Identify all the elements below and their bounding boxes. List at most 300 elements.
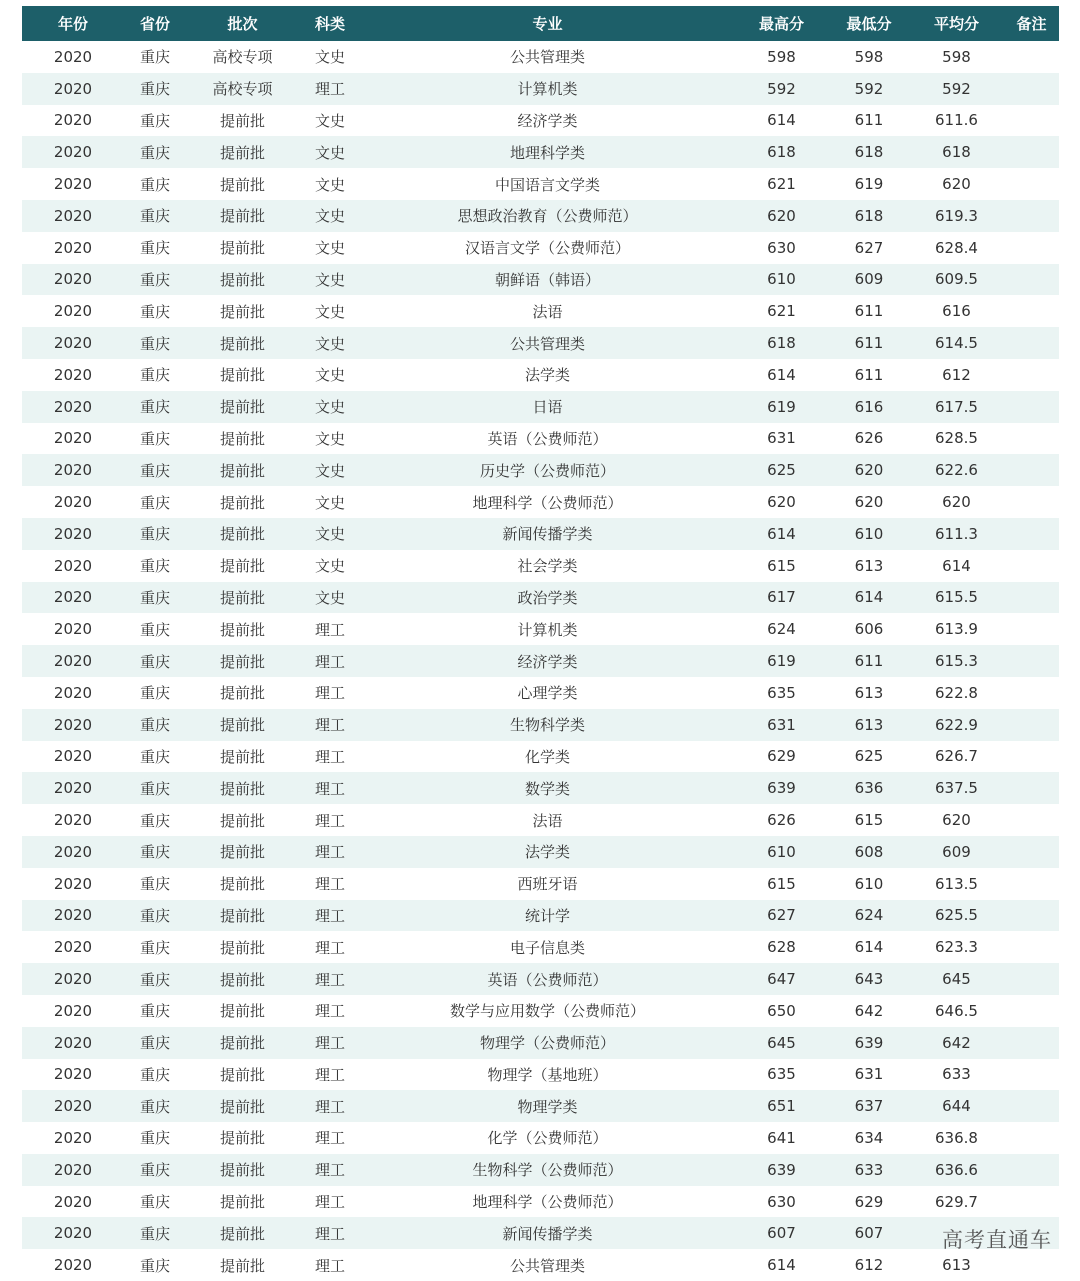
min-score-cell: 625 (829, 741, 909, 773)
year-cell: 2020 (22, 1249, 124, 1281)
category-cell: 理工 (299, 963, 361, 995)
major-cell: 计算机类 (361, 73, 734, 105)
batch-cell: 提前批 (186, 359, 299, 391)
category-cell: 理工 (299, 741, 361, 773)
avg-score-cell: 598 (909, 41, 1004, 73)
batch-cell: 提前批 (186, 1217, 299, 1249)
header-year: 年份 (22, 6, 124, 41)
min-score-cell: 614 (829, 582, 909, 614)
min-score-cell: 618 (829, 200, 909, 232)
province-cell: 重庆 (124, 804, 186, 836)
table-row (22, 105, 1059, 137)
max-score-cell: 598 (734, 41, 829, 73)
avg-score-cell: 629.7 (909, 1186, 1004, 1218)
province-cell: 重庆 (124, 1059, 186, 1091)
category-cell: 文史 (299, 264, 361, 296)
header-notes: 备注 (1004, 6, 1059, 41)
min-score-cell: 611 (829, 645, 909, 677)
table-row (22, 963, 1059, 995)
major-cell: 公共管理类 (361, 41, 734, 73)
batch-cell: 提前批 (186, 1249, 299, 1281)
avg-score-cell: 614.5 (909, 327, 1004, 359)
notes-cell (1004, 327, 1059, 359)
min-score-cell: 615 (829, 804, 909, 836)
header-major: 专业 (361, 6, 734, 41)
min-score-cell: 619 (829, 168, 909, 200)
category-cell: 理工 (299, 73, 361, 105)
major-cell: 计算机类 (361, 613, 734, 645)
province-cell: 重庆 (124, 613, 186, 645)
batch-cell: 提前批 (186, 868, 299, 900)
province-cell: 重庆 (124, 486, 186, 518)
year-cell: 2020 (22, 264, 124, 296)
province-cell: 重庆 (124, 772, 186, 804)
province-cell: 重庆 (124, 1217, 186, 1249)
min-score-cell: 642 (829, 995, 909, 1027)
min-score-cell: 608 (829, 836, 909, 868)
category-cell: 文史 (299, 327, 361, 359)
max-score-cell: 651 (734, 1090, 829, 1122)
avg-score-cell: 618 (909, 136, 1004, 168)
max-score-cell: 630 (734, 232, 829, 264)
min-score-cell: 606 (829, 613, 909, 645)
avg-score-cell: 622.6 (909, 454, 1004, 486)
min-score-cell: 611 (829, 327, 909, 359)
category-cell: 文史 (299, 232, 361, 264)
table-row (22, 550, 1059, 582)
max-score-cell: 618 (734, 327, 829, 359)
year-cell: 2020 (22, 613, 124, 645)
table-row (22, 677, 1059, 709)
major-cell: 物理学（公费师范） (361, 1027, 734, 1059)
province-cell: 重庆 (124, 41, 186, 73)
notes-cell (1004, 582, 1059, 614)
table-row (22, 359, 1059, 391)
major-cell: 历史学（公费师范） (361, 454, 734, 486)
batch-cell: 提前批 (186, 582, 299, 614)
notes-cell (1004, 1122, 1059, 1154)
year-cell: 2020 (22, 1186, 124, 1218)
major-cell: 英语（公费师范） (361, 423, 734, 455)
batch-cell: 提前批 (186, 1059, 299, 1091)
major-cell: 新闻传播学类 (361, 518, 734, 550)
category-cell: 文史 (299, 41, 361, 73)
table-row (22, 73, 1059, 105)
min-score-cell: 634 (829, 1122, 909, 1154)
max-score-cell: 635 (734, 1059, 829, 1091)
batch-cell: 提前批 (186, 423, 299, 455)
province-cell: 重庆 (124, 136, 186, 168)
min-score-cell: 636 (829, 772, 909, 804)
year-cell: 2020 (22, 359, 124, 391)
avg-score-cell: 615.3 (909, 645, 1004, 677)
year-cell: 2020 (22, 677, 124, 709)
notes-cell (1004, 518, 1059, 550)
avg-score-cell: 620 (909, 486, 1004, 518)
notes-cell (1004, 772, 1059, 804)
year-cell: 2020 (22, 1217, 124, 1249)
year-cell: 2020 (22, 550, 124, 582)
min-score-cell: 610 (829, 868, 909, 900)
province-cell: 重庆 (124, 900, 186, 932)
batch-cell: 提前批 (186, 550, 299, 582)
province-cell: 重庆 (124, 1122, 186, 1154)
min-score-cell: 613 (829, 550, 909, 582)
table-row (22, 1249, 1059, 1281)
max-score-cell: 592 (734, 73, 829, 105)
avg-score-cell: 619.3 (909, 200, 1004, 232)
avg-score-cell: 622.8 (909, 677, 1004, 709)
major-cell: 社会学类 (361, 550, 734, 582)
max-score-cell: 618 (734, 136, 829, 168)
year-cell: 2020 (22, 645, 124, 677)
avg-score-cell: 615.5 (909, 582, 1004, 614)
min-score-cell: 631 (829, 1059, 909, 1091)
batch-cell: 提前批 (186, 995, 299, 1027)
max-score-cell: 631 (734, 423, 829, 455)
year-cell: 2020 (22, 1059, 124, 1091)
year-cell: 2020 (22, 518, 124, 550)
major-cell: 法学类 (361, 836, 734, 868)
min-score-cell: 611 (829, 359, 909, 391)
min-score-cell: 614 (829, 931, 909, 963)
major-cell: 地理科学（公费师范） (361, 1186, 734, 1218)
avg-score-cell: 620 (909, 804, 1004, 836)
notes-cell (1004, 200, 1059, 232)
header-category: 科类 (299, 6, 361, 41)
max-score-cell: 615 (734, 550, 829, 582)
year-cell: 2020 (22, 454, 124, 486)
table-row (22, 295, 1059, 327)
province-cell: 重庆 (124, 454, 186, 486)
category-cell: 理工 (299, 1186, 361, 1218)
notes-cell (1004, 900, 1059, 932)
max-score-cell: 620 (734, 200, 829, 232)
min-score-cell: 610 (829, 518, 909, 550)
major-cell: 数学与应用数学（公费师范） (361, 995, 734, 1027)
major-cell: 物理学类 (361, 1090, 734, 1122)
year-cell: 2020 (22, 582, 124, 614)
major-cell: 法语 (361, 295, 734, 327)
major-cell: 汉语言文学（公费师范） (361, 232, 734, 264)
max-score-cell: 630 (734, 1186, 829, 1218)
year-cell: 2020 (22, 200, 124, 232)
table-row (22, 613, 1059, 645)
avg-score-cell: 611.3 (909, 518, 1004, 550)
province-cell: 重庆 (124, 963, 186, 995)
major-cell: 公共管理类 (361, 327, 734, 359)
avg-score-cell: 642 (909, 1027, 1004, 1059)
notes-cell (1004, 136, 1059, 168)
max-score-cell: 628 (734, 931, 829, 963)
notes-cell (1004, 1186, 1059, 1218)
batch-cell: 提前批 (186, 327, 299, 359)
min-score-cell: 592 (829, 73, 909, 105)
major-cell: 中国语言文学类 (361, 168, 734, 200)
avg-score-cell: 646.5 (909, 995, 1004, 1027)
province-cell: 重庆 (124, 550, 186, 582)
category-cell: 理工 (299, 1122, 361, 1154)
major-cell: 生物科学类 (361, 709, 734, 741)
batch-cell: 提前批 (186, 105, 299, 137)
notes-cell (1004, 295, 1059, 327)
batch-cell: 提前批 (186, 391, 299, 423)
major-cell: 经济学类 (361, 645, 734, 677)
min-score-cell: 612 (829, 1249, 909, 1281)
province-cell: 重庆 (124, 868, 186, 900)
province-cell: 重庆 (124, 168, 186, 200)
batch-cell: 提前批 (186, 1186, 299, 1218)
table-row (22, 1217, 1059, 1249)
year-cell: 2020 (22, 836, 124, 868)
table-row (22, 709, 1059, 741)
notes-cell (1004, 1154, 1059, 1186)
category-cell: 理工 (299, 900, 361, 932)
table-row (22, 136, 1059, 168)
year-cell: 2020 (22, 963, 124, 995)
max-score-cell: 614 (734, 359, 829, 391)
table-row (22, 264, 1059, 296)
category-cell: 文史 (299, 168, 361, 200)
notes-cell (1004, 1027, 1059, 1059)
min-score-cell: 611 (829, 295, 909, 327)
max-score-cell: 610 (734, 836, 829, 868)
max-score-cell: 607 (734, 1217, 829, 1249)
min-score-cell: 624 (829, 900, 909, 932)
min-score-cell: 643 (829, 963, 909, 995)
table-row (22, 931, 1059, 963)
min-score-cell: 620 (829, 486, 909, 518)
avg-score-cell: 622.9 (909, 709, 1004, 741)
table-row (22, 645, 1059, 677)
province-cell: 重庆 (124, 931, 186, 963)
batch-cell: 高校专项 (186, 73, 299, 105)
min-score-cell: 607 (829, 1217, 909, 1249)
category-cell: 文史 (299, 486, 361, 518)
avg-score-cell: 636.6 (909, 1154, 1004, 1186)
max-score-cell: 614 (734, 105, 829, 137)
year-cell: 2020 (22, 741, 124, 773)
year-cell: 2020 (22, 168, 124, 200)
province-cell: 重庆 (124, 1090, 186, 1122)
min-score-cell: 611 (829, 105, 909, 137)
avg-score-cell: 628.5 (909, 423, 1004, 455)
batch-cell: 提前批 (186, 836, 299, 868)
batch-cell: 提前批 (186, 741, 299, 773)
avg-score-cell: 609 (909, 836, 1004, 868)
table-row (22, 168, 1059, 200)
batch-cell: 提前批 (186, 1154, 299, 1186)
max-score-cell: 650 (734, 995, 829, 1027)
notes-cell (1004, 677, 1059, 709)
batch-cell: 提前批 (186, 772, 299, 804)
notes-cell (1004, 168, 1059, 200)
avg-score-cell: 616 (909, 295, 1004, 327)
batch-cell: 高校专项 (186, 41, 299, 73)
min-score-cell: 637 (829, 1090, 909, 1122)
province-cell: 重庆 (124, 645, 186, 677)
major-cell: 统计学 (361, 900, 734, 932)
major-cell: 法语 (361, 804, 734, 836)
major-cell: 朝鲜语（韩语） (361, 264, 734, 296)
header-batch: 批次 (186, 6, 299, 41)
table-row (22, 41, 1059, 73)
category-cell: 理工 (299, 868, 361, 900)
max-score-cell: 625 (734, 454, 829, 486)
notes-cell (1004, 645, 1059, 677)
max-score-cell: 647 (734, 963, 829, 995)
notes-cell (1004, 1090, 1059, 1122)
year-cell: 2020 (22, 804, 124, 836)
table-row (22, 518, 1059, 550)
year-cell: 2020 (22, 900, 124, 932)
max-score-cell: 639 (734, 772, 829, 804)
table-row (22, 454, 1059, 486)
province-cell: 重庆 (124, 836, 186, 868)
avg-score-cell: 609.5 (909, 264, 1004, 296)
province-cell: 重庆 (124, 1249, 186, 1281)
header-min-score: 最低分 (829, 6, 909, 41)
batch-cell: 提前批 (186, 1090, 299, 1122)
max-score-cell: 624 (734, 613, 829, 645)
category-cell: 文史 (299, 295, 361, 327)
year-cell: 2020 (22, 327, 124, 359)
major-cell: 物理学（基地班） (361, 1059, 734, 1091)
max-score-cell: 635 (734, 677, 829, 709)
avg-score-cell: 611.6 (909, 105, 1004, 137)
category-cell: 理工 (299, 1059, 361, 1091)
province-cell: 重庆 (124, 995, 186, 1027)
max-score-cell: 639 (734, 1154, 829, 1186)
province-cell: 重庆 (124, 73, 186, 105)
category-cell: 文史 (299, 105, 361, 137)
notes-cell (1004, 709, 1059, 741)
max-score-cell: 631 (734, 709, 829, 741)
province-cell: 重庆 (124, 264, 186, 296)
province-cell: 重庆 (124, 582, 186, 614)
notes-cell (1004, 804, 1059, 836)
category-cell: 文史 (299, 582, 361, 614)
major-cell: 化学（公费师范） (361, 1122, 734, 1154)
min-score-cell: 629 (829, 1186, 909, 1218)
min-score-cell: 598 (829, 41, 909, 73)
province-cell: 重庆 (124, 1186, 186, 1218)
batch-cell: 提前批 (186, 486, 299, 518)
major-cell: 西班牙语 (361, 868, 734, 900)
category-cell: 理工 (299, 772, 361, 804)
province-cell: 重庆 (124, 105, 186, 137)
avg-score-cell: 613.9 (909, 613, 1004, 645)
notes-cell (1004, 359, 1059, 391)
max-score-cell: 626 (734, 804, 829, 836)
min-score-cell: 618 (829, 136, 909, 168)
avg-score-cell: 644 (909, 1090, 1004, 1122)
province-cell: 重庆 (124, 327, 186, 359)
table-row (22, 1090, 1059, 1122)
category-cell: 理工 (299, 1249, 361, 1281)
major-cell: 地理科学（公费师范） (361, 486, 734, 518)
year-cell: 2020 (22, 772, 124, 804)
province-cell: 重庆 (124, 709, 186, 741)
notes-cell (1004, 1059, 1059, 1091)
batch-cell: 提前批 (186, 454, 299, 486)
avg-score-cell: 592 (909, 73, 1004, 105)
header-avg-score: 平均分 (909, 6, 1004, 41)
year-cell: 2020 (22, 295, 124, 327)
major-cell: 数学类 (361, 772, 734, 804)
year-cell: 2020 (22, 486, 124, 518)
table-row (22, 772, 1059, 804)
min-score-cell: 616 (829, 391, 909, 423)
table-row (22, 995, 1059, 1027)
batch-cell: 提前批 (186, 200, 299, 232)
max-score-cell: 621 (734, 295, 829, 327)
notes-cell (1004, 963, 1059, 995)
category-cell: 理工 (299, 677, 361, 709)
max-score-cell: 627 (734, 900, 829, 932)
year-cell: 2020 (22, 709, 124, 741)
category-cell: 理工 (299, 995, 361, 1027)
table-row (22, 868, 1059, 900)
category-cell: 理工 (299, 709, 361, 741)
category-cell: 文史 (299, 454, 361, 486)
header-max-score: 最高分 (734, 6, 829, 41)
major-cell: 日语 (361, 391, 734, 423)
batch-cell: 提前批 (186, 804, 299, 836)
notes-cell (1004, 232, 1059, 264)
min-score-cell: 613 (829, 677, 909, 709)
province-cell: 重庆 (124, 677, 186, 709)
notes-cell (1004, 423, 1059, 455)
table-row (22, 836, 1059, 868)
batch-cell: 提前批 (186, 1027, 299, 1059)
max-score-cell: 619 (734, 645, 829, 677)
notes-cell (1004, 1249, 1059, 1281)
max-score-cell: 610 (734, 264, 829, 296)
header-province: 省份 (124, 6, 186, 41)
province-cell: 重庆 (124, 359, 186, 391)
table-row (22, 232, 1059, 264)
batch-cell: 提前批 (186, 963, 299, 995)
province-cell: 重庆 (124, 741, 186, 773)
batch-cell: 提前批 (186, 232, 299, 264)
major-cell: 公共管理类 (361, 1249, 734, 1281)
major-cell: 心理学类 (361, 677, 734, 709)
category-cell: 理工 (299, 1027, 361, 1059)
watermark: 高考直通车 (942, 1228, 1052, 1252)
category-cell: 理工 (299, 804, 361, 836)
category-cell: 文史 (299, 136, 361, 168)
batch-cell: 提前批 (186, 900, 299, 932)
table-row (22, 1059, 1059, 1091)
category-cell: 理工 (299, 613, 361, 645)
category-cell: 文史 (299, 550, 361, 582)
batch-cell: 提前批 (186, 518, 299, 550)
category-cell: 理工 (299, 1154, 361, 1186)
avg-score-cell: 612 (909, 359, 1004, 391)
max-score-cell: 620 (734, 486, 829, 518)
avg-score-cell: 637.5 (909, 772, 1004, 804)
category-cell: 理工 (299, 1217, 361, 1249)
category-cell: 理工 (299, 836, 361, 868)
max-score-cell: 615 (734, 868, 829, 900)
major-cell: 思想政治教育（公费师范） (361, 200, 734, 232)
major-cell: 生物科学（公费师范） (361, 1154, 734, 1186)
notes-cell (1004, 73, 1059, 105)
table-row (22, 1186, 1059, 1218)
notes-cell (1004, 836, 1059, 868)
year-cell: 2020 (22, 931, 124, 963)
